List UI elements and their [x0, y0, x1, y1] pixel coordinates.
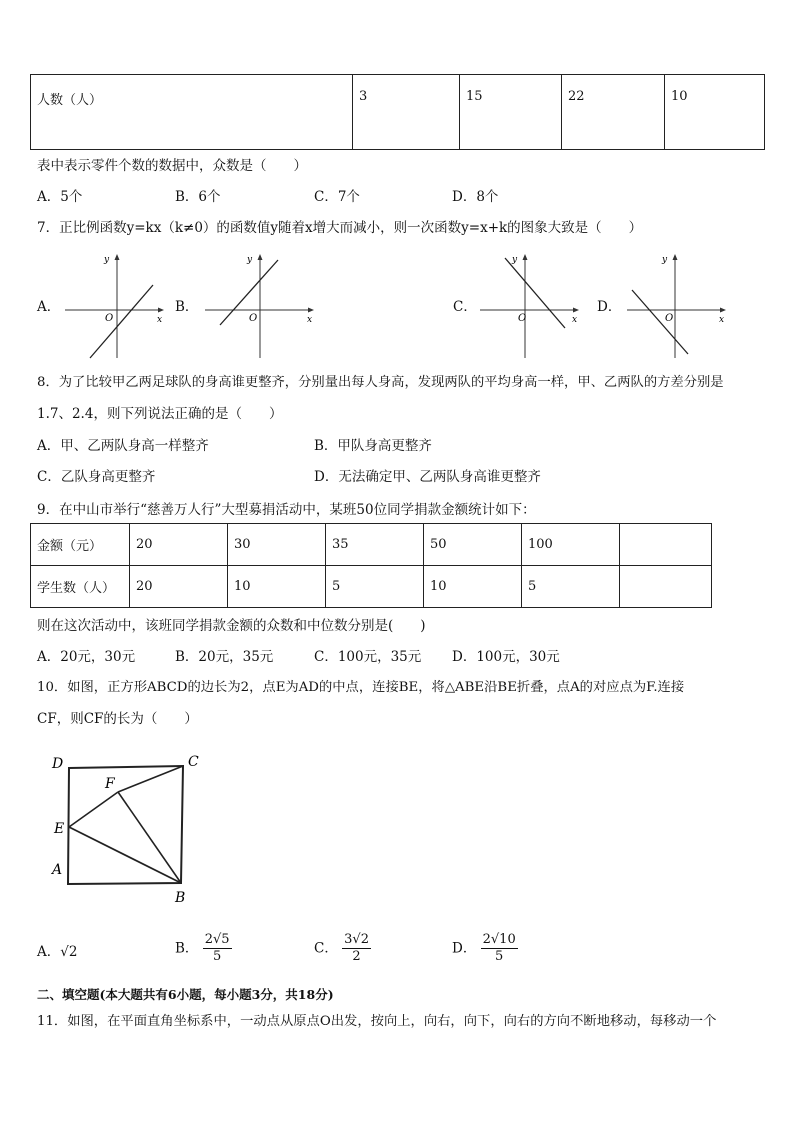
top-frequency-table	[30, 74, 765, 150]
table-cell	[620, 566, 712, 608]
option-label: D．	[452, 940, 477, 957]
option-label: A．	[37, 944, 61, 960]
q8-option-d: D．无法确定甲、乙两队身高谁更整齐	[314, 469, 541, 485]
q9-option-a: A．20元，30元	[37, 649, 136, 665]
fraction-denominator: 5	[495, 949, 504, 964]
origin-label: O	[105, 313, 114, 324]
q6-option-b: B．6个	[175, 189, 221, 205]
x-axis-label: x	[157, 315, 163, 325]
q8-stem-line2: 1.7、2.4，则下列说法正确的是（ ）	[37, 406, 283, 422]
table-cell: 5	[522, 566, 620, 608]
q11-stem: 11．如图，在平面直角坐标系中，一动点从原点O出发，按向上，向右，向下，向右的方向不断地移动，每移动一个	[37, 1014, 717, 1029]
option-value: √2	[60, 944, 78, 960]
vertex-label-c: C	[188, 754, 199, 770]
vertex-label-d: D	[52, 756, 64, 772]
q9-option-c: C．100元，35元	[314, 649, 422, 665]
x-axis-label: x	[307, 315, 313, 325]
fraction	[481, 932, 518, 965]
y-axis-label: y	[512, 255, 518, 265]
q10-option-c	[314, 932, 371, 965]
table-cell: 20	[130, 524, 228, 566]
vertex-label-b: B	[175, 890, 186, 906]
table-cell	[620, 524, 712, 566]
table-cell: 20	[130, 566, 228, 608]
q7-option-a-label: A．	[37, 299, 61, 315]
table-cell: 100	[522, 524, 620, 566]
fraction-numerator: 3√2	[344, 932, 369, 947]
q10-square-figure	[45, 750, 215, 910]
y-axis-label: y	[662, 255, 668, 265]
q9-stem: 9．在中山市举行“慈善万人行”大型募捐活动中，某班50位同学捐款金额统计如下：	[37, 502, 536, 518]
origin-label: O	[249, 313, 258, 324]
q9-question: 则在这次活动中，该班同学捐款金额的众数和中位数分别是( )	[37, 618, 426, 634]
q9-option-d: D．100元，30元	[452, 649, 560, 665]
option-label: B．	[175, 940, 199, 957]
q8-stem-line1: 8．为了比较甲乙两足球队的身高谁更整齐，分别量出每人身高，发现两队的平均身高一样，甲、乙两队的方差分别是	[37, 375, 724, 390]
q7-option-d-label: D．	[597, 299, 622, 315]
y-axis-label: y	[104, 255, 110, 265]
table-header-cell: 金额（元）	[31, 524, 130, 566]
q10-stem-line1: 10．如图，正方形ABCD的边长为2，点E为AD的中点，连接BE，将△ABE沿BE折叠，点A的对应点为F.连接	[37, 680, 685, 695]
section-heading: 二、填空题(本大题共有6小题，每小题3分，共18分)	[37, 987, 334, 1002]
q6-stem: 表中表示零件个数的数据中，众数是（ ）	[37, 158, 307, 174]
q10-option-a	[37, 943, 77, 961]
q7-graph-b	[200, 250, 320, 362]
q7-option-b-label: B．	[175, 299, 199, 315]
fraction-denominator: 5	[212, 949, 222, 964]
table-cell: 10	[424, 566, 522, 608]
q7-option-c-label: C．	[453, 299, 477, 315]
q8-option-b: B．甲队身高更整齐	[314, 438, 432, 454]
q10-option-b	[175, 932, 232, 965]
donation-table	[30, 523, 712, 608]
vertex-label-a: A	[52, 862, 63, 878]
vertex-label-f: F	[105, 776, 115, 792]
table-cell: 10	[228, 566, 326, 608]
q7-graph-c	[475, 250, 585, 362]
q10-option-d	[452, 932, 518, 965]
table-cell: 15	[460, 75, 562, 150]
origin-label: O	[665, 313, 674, 324]
x-axis-label: x	[572, 315, 578, 325]
q6-option-d: D．8个	[452, 189, 499, 205]
q6-option-c: C．7个	[314, 189, 360, 205]
y-axis-label: y	[247, 255, 253, 265]
q9-option-b: B．20元，35元	[175, 649, 274, 665]
fraction	[342, 932, 371, 965]
table-cell: 3	[353, 75, 460, 150]
fraction-denominator: 2	[352, 949, 361, 964]
table-cell: 10	[665, 75, 765, 150]
q7-stem: 7．正比例函数y=kx（k≠0）的函数值y随着x增大而减小，则一次函数y=x+k的图象大致是（ ）	[37, 220, 643, 236]
q8-option-a: A．甲、乙两队身高一样整齐	[37, 438, 209, 454]
fraction	[203, 932, 232, 965]
q8-option-c: C．乙队身高更整齐	[37, 469, 156, 485]
vertex-label-e: E	[54, 821, 65, 837]
table-cell-label: 人数（人）	[31, 75, 353, 150]
origin-label: O	[518, 313, 527, 324]
q6-option-a: A．5个	[37, 189, 83, 205]
table-cell: 5	[326, 566, 424, 608]
q10-stem-line2: CF，则CF的长为（ ）	[37, 711, 198, 727]
table-cell: 50	[424, 524, 522, 566]
x-axis-label: x	[719, 315, 725, 325]
table-header-cell: 学生数（人）	[31, 566, 130, 608]
table-cell: 22	[562, 75, 665, 150]
option-label: C．	[314, 940, 338, 957]
q7-graph-d	[622, 250, 732, 362]
fraction-numerator: 2√5	[204, 932, 230, 947]
table-cell: 30	[228, 524, 326, 566]
q7-graph-a	[60, 250, 170, 362]
table-cell: 35	[326, 524, 424, 566]
fraction-numerator: 2√10	[482, 932, 516, 947]
